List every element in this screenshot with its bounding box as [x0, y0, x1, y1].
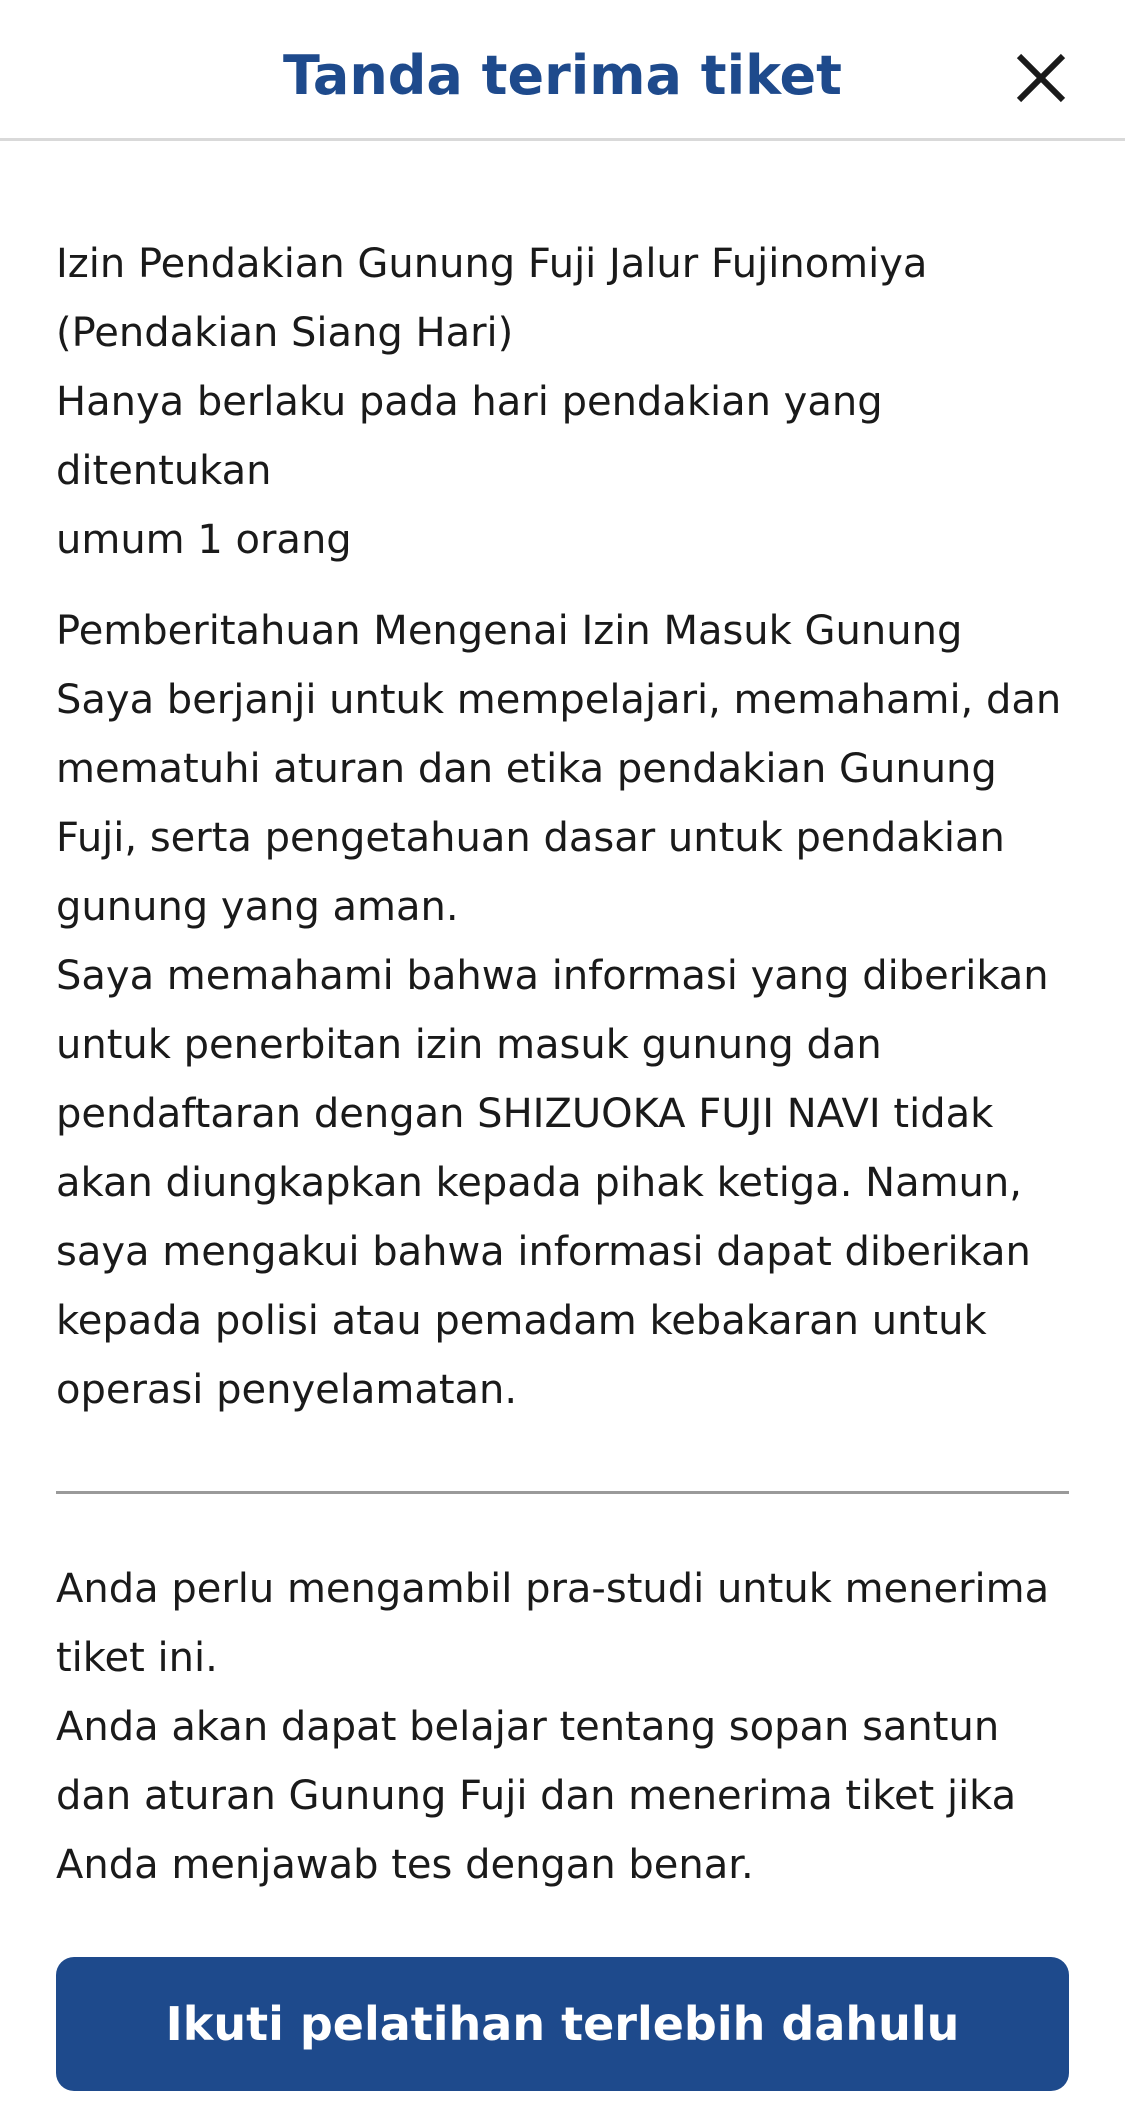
- page-title: Tanda terima tiket: [283, 44, 842, 107]
- close-button[interactable]: [1015, 52, 1067, 104]
- header-bar: [0, 0, 1125, 141]
- notice-paragraph-1: Saya berjanji untuk mempelajari, memahami, dan mematuhi aturan dan etika pendakian Gunung Fuji, serta pengetahuan dasar untuk pendakian gunung yang aman.: [56, 677, 1062, 930]
- ticket-name: [56, 230, 1071, 575]
- divider: [56, 1491, 1069, 1494]
- prestudy-text: [56, 1555, 1071, 1900]
- notice-text: [56, 597, 1071, 1425]
- notice-paragraph-2: Saya memahami bahwa informasi yang diberikan untuk penerbitan izin masuk gunung dan pendaftaran dengan SHIZUOKA FUJI NAVI tidak akan diungkapkan kepada pihak ketiga. Namun, saya mengakui bahwa informasi dapat diberikan kepada polisi atau pemadam kebakaran untuk operasi penyelamatan.: [56, 953, 1049, 1413]
- ticket-quantity: umum 1 orang: [56, 517, 352, 563]
- prestudy-info: [56, 1555, 1071, 1900]
- prestudy-paragraph-1: Anda perlu mengambil pra-studi untuk menerima tiket ini.: [56, 1566, 1050, 1681]
- ticket-validity-1: Hanya berlaku pada hari pendakian yang: [56, 379, 883, 425]
- ticket-validity-2: ditentukan: [56, 448, 272, 494]
- ticket-details: [56, 230, 1071, 1425]
- take-training-button[interactable]: Ikuti pelatihan terlebih dahulu: [56, 1957, 1069, 2091]
- prestudy-paragraph-2: Anda akan dapat belajar tentang sopan santun dan aturan Gunung Fuji dan menerima tiket jika Anda menjawab tes dengan benar.: [56, 1704, 1017, 1888]
- ticket-line-1: Izin Pendakian Gunung Fuji Jalur Fujinomiya: [56, 241, 928, 287]
- close-icon: [1015, 52, 1067, 104]
- ticket-line-2: (Pendakian Siang Hari): [56, 310, 514, 356]
- notice-heading: Pemberitahuan Mengenai Izin Masuk Gunung: [56, 608, 963, 654]
